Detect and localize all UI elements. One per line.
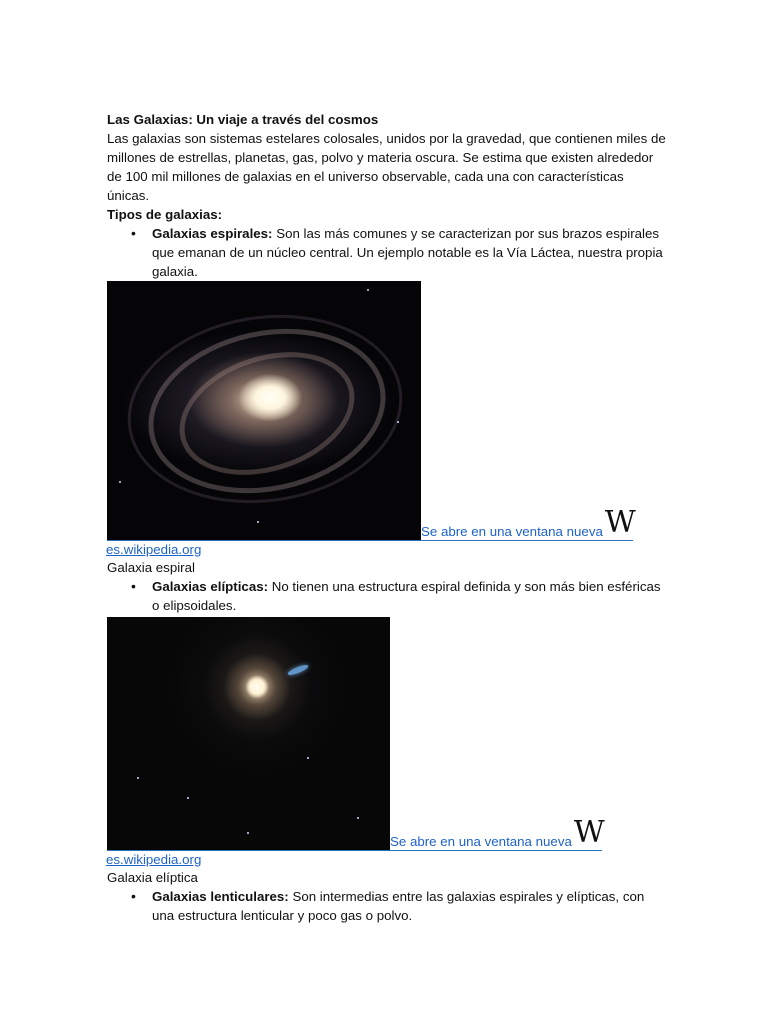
- wikipedia-logo-icon[interactable]: W: [573, 815, 602, 850]
- elliptical-galaxy-image[interactable]: [107, 617, 390, 850]
- description-lenticular: Son intermedias entre las galaxias espirales y elípticas, con una estructura lenticular y poco gas o polvo.: [152, 889, 645, 923]
- open-new-window-text[interactable]: Se abre en una ventana nueva: [421, 524, 603, 539]
- source-link-elliptical[interactable]: es.wikipedia.org: [106, 852, 202, 867]
- document-title: Las Galaxias: Un viaje a través del cosmos: [107, 112, 379, 127]
- intro-paragraph: Las galaxias son sistemas estelares colosales, unidos por la gravedad, que contienen miles de millones de estrellas, planetas, gas, polvo y materia oscura. Se estima que existen alrededor de 100 mil millones de galaxias en el universo observable, cada una con características únicas.: [107, 131, 666, 203]
- list-item-spiral: [107, 224, 667, 281]
- elliptical-figure-link[interactable]: [107, 617, 667, 851]
- caption-elliptical: Galaxia elíptica: [107, 870, 198, 885]
- description-spiral: Son las más comunes y se caracterizan por sus brazos espirales que emanan de un núcleo central. Un ejemplo notable es la Vía Láctea, nuestra propia galaxia.: [152, 226, 663, 279]
- list-item-lenticular: [107, 887, 667, 925]
- term-elliptical: Galaxias elípticas:: [152, 579, 269, 594]
- galaxy-type-list: [107, 224, 667, 281]
- galaxy-type-list: [107, 577, 667, 615]
- term-lenticular: Galaxias lenticulares:: [152, 889, 289, 904]
- open-new-window-link[interactable]: [390, 815, 602, 851]
- source-link-spiral[interactable]: es.wikipedia.org: [106, 542, 202, 557]
- open-new-window-link[interactable]: [421, 505, 633, 541]
- spiral-galaxy-image[interactable]: [107, 281, 421, 540]
- description-elliptical: No tienen una estructura espiral definida y son más bien esféricas o elipsoidales.: [152, 579, 661, 613]
- term-spiral: Galaxias espirales:: [152, 226, 273, 241]
- document-page: [107, 110, 667, 925]
- galaxy-type-list: [107, 887, 667, 925]
- elliptical-image-container[interactable]: [107, 617, 390, 851]
- open-new-window-text[interactable]: Se abre en una ventana nueva: [390, 834, 572, 849]
- list-item-elliptical: [107, 577, 667, 615]
- wikipedia-logo-icon[interactable]: W: [604, 505, 633, 540]
- jet-feature: [287, 663, 310, 677]
- section-heading: Tipos de galaxias:: [107, 207, 223, 222]
- spiral-image-container[interactable]: [107, 281, 421, 541]
- caption-spiral: Galaxia espiral: [107, 560, 195, 575]
- spiral-figure-link[interactable]: [107, 281, 667, 541]
